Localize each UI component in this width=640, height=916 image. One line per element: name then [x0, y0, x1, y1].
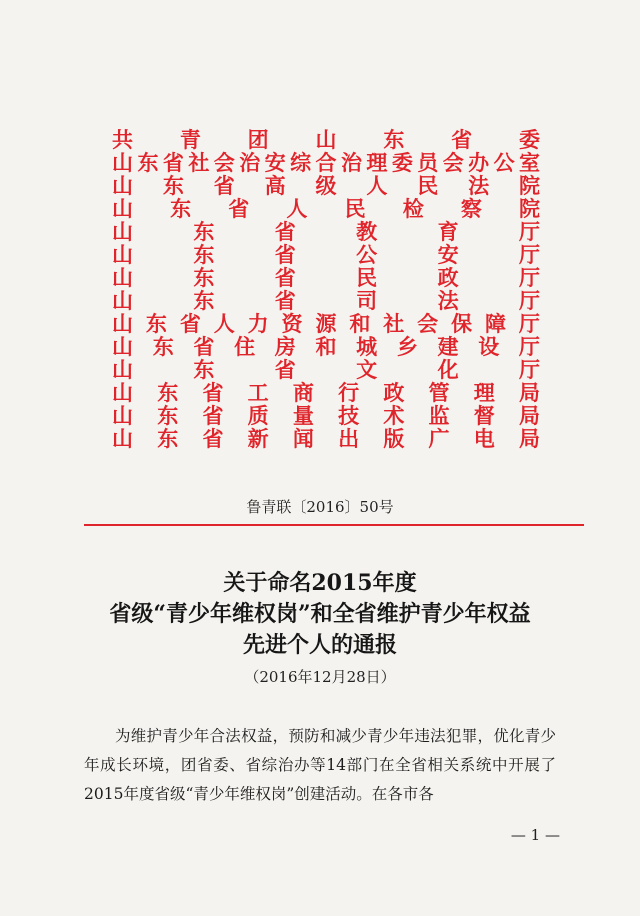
issuer-char: 电 — [473, 426, 495, 451]
issuer-char: 民 — [356, 265, 378, 290]
issuer-char: 山 — [112, 242, 133, 267]
issuer-char: 育 — [437, 219, 459, 244]
issuer-char: 闻 — [292, 426, 314, 451]
issuer-char: 源 — [315, 311, 337, 336]
issuer-char: 社 — [383, 311, 405, 336]
issuer-char: 办 — [468, 150, 490, 175]
issuer-char: 住 — [234, 334, 256, 359]
issuer-char: 人 — [366, 173, 388, 198]
issue-date: （2016年12月28日） — [244, 668, 396, 686]
issuer-char: 人 — [213, 311, 235, 336]
issuer-char: 障 — [484, 311, 506, 336]
issuer-char: 省 — [274, 219, 296, 244]
issuer-char: 员 — [417, 150, 439, 175]
issuer-char: 管 — [428, 380, 450, 405]
issuer-char: 社 — [188, 150, 210, 175]
issuer-char: 委 — [391, 150, 413, 175]
issuer-char: 山 — [112, 357, 133, 382]
issuer-line — [112, 243, 540, 266]
issuer-char: 省 — [274, 265, 296, 290]
issuer-char: 督 — [473, 403, 495, 428]
issuer-char: 省 — [202, 380, 224, 405]
issuer-char: 山 — [112, 334, 133, 359]
issuer-char: 团 — [247, 127, 269, 152]
issuer-char: 山 — [315, 127, 337, 152]
issuer-char: 设 — [478, 334, 500, 359]
issuer-char: 会 — [417, 311, 439, 336]
issuer-char: 教 — [356, 219, 378, 244]
issuer-char: 东 — [193, 265, 215, 290]
issuer-char: 厅 — [518, 311, 540, 336]
issuer-char: 公 — [356, 242, 378, 267]
issuer-line — [112, 381, 540, 404]
issuer-char: 山 — [112, 288, 133, 313]
issuer-char: 局 — [518, 403, 540, 428]
issuer-char: 工 — [247, 380, 269, 405]
issuer-char: 合 — [315, 150, 337, 175]
issuer-char: 厅 — [518, 334, 540, 359]
issuer-char: 文 — [356, 357, 378, 382]
issuer-char: 量 — [292, 403, 314, 428]
issuer-char: 省 — [228, 196, 250, 221]
issuer-char: 高 — [264, 173, 286, 198]
issuer-char: 广 — [428, 426, 450, 451]
issuer-char: 监 — [428, 403, 450, 428]
issuer-char: 省 — [274, 288, 296, 313]
issuer-char: 检 — [402, 196, 424, 221]
issuer-char: 局 — [518, 426, 540, 451]
issuer-line — [112, 151, 540, 174]
issuer-line — [112, 128, 540, 151]
issuer-char: 东 — [193, 288, 215, 313]
issuer-char: 化 — [437, 357, 459, 382]
issuer-char: 理 — [366, 150, 388, 175]
issuer-char: 青 — [179, 127, 201, 152]
issuer-char: 局 — [518, 380, 540, 405]
issuer-char: 室 — [519, 150, 540, 175]
issuer-char: 院 — [518, 196, 540, 221]
issuer-char: 司 — [356, 288, 378, 313]
issuer-char: 共 — [112, 127, 133, 152]
issuer-char: 综 — [290, 150, 312, 175]
issuer-char: 公 — [493, 150, 515, 175]
issuer-char: 省 — [274, 242, 296, 267]
issuer-char: 省 — [451, 127, 473, 152]
issuer-char: 省 — [274, 357, 296, 382]
issuer-char: 和 — [349, 311, 371, 336]
issuer-char: 治 — [239, 150, 261, 175]
issuer-char: 山 — [112, 380, 133, 405]
issuer-char: 商 — [292, 380, 314, 405]
issuer-char: 厅 — [518, 265, 540, 290]
issuer-char: 版 — [383, 426, 405, 451]
issuer-char: 厅 — [518, 242, 540, 267]
issuer-char: 山 — [112, 311, 133, 336]
title-line-3: 先进个人的通报 — [242, 632, 397, 658]
issuer-char: 治 — [340, 150, 362, 175]
issuer-char: 山 — [112, 219, 133, 244]
issuer-line — [112, 220, 540, 243]
issuer-char: 厅 — [518, 288, 540, 313]
issuer-char: 民 — [417, 173, 439, 198]
issuer-char: 乡 — [396, 334, 418, 359]
issuer-char: 山 — [112, 173, 133, 198]
issuer-line — [112, 335, 540, 358]
issuer-char: 东 — [157, 426, 179, 451]
issuer-line — [112, 197, 540, 220]
issuer-char: 技 — [338, 403, 360, 428]
issuer-char: 和 — [315, 334, 337, 359]
issuer-line — [112, 266, 540, 289]
issuer-char: 省 — [162, 150, 184, 175]
title-line-1: 关于命名2015年度 — [223, 570, 417, 596]
issuer-char: 房 — [274, 334, 296, 359]
issuer-char: 东 — [157, 403, 179, 428]
issuer-char: 山 — [112, 403, 133, 428]
issuer-char: 术 — [383, 403, 405, 428]
issuer-char: 安 — [264, 150, 286, 175]
issuer-line — [112, 312, 540, 335]
issuer-line — [112, 427, 540, 450]
issuer-char: 山 — [112, 265, 133, 290]
red-divider — [84, 524, 584, 526]
body-paragraph: 为维护青少年合法权益，预防和减少青少年违法犯罪，优化青少年成长环境，团省委、省综治办等14部门在全省相关系统中开展了2015年度省级“青少年维权岗”创建活动。在各市各 — [84, 727, 556, 803]
issuer-char: 东 — [152, 334, 174, 359]
issuer-char: 山 — [112, 150, 133, 175]
issuer-char: 厅 — [518, 219, 540, 244]
issuer-block — [112, 128, 540, 450]
issuer-char: 东 — [193, 219, 215, 244]
issuer-char: 政 — [383, 380, 405, 405]
issuer-char: 山 — [112, 426, 133, 451]
issuer-char: 法 — [437, 288, 459, 313]
issuer-char: 出 — [338, 426, 360, 451]
issuer-char: 新 — [247, 426, 269, 451]
issuer-char: 人 — [286, 196, 308, 221]
issuer-char: 政 — [437, 265, 459, 290]
issuer-char: 东 — [162, 173, 184, 198]
issuer-char: 省 — [193, 334, 215, 359]
issuer-char: 级 — [315, 173, 337, 198]
issuer-char: 民 — [344, 196, 366, 221]
issuer-char: 察 — [460, 196, 482, 221]
issuer-line — [112, 289, 540, 312]
issuer-char: 资 — [281, 311, 303, 336]
issuer-char: 省 — [179, 311, 201, 336]
issuer-char: 东 — [193, 357, 215, 382]
page-number: — 1 — — [510, 826, 560, 844]
issuer-char: 理 — [473, 380, 495, 405]
title-line-2: 省级“青少年维权岗”和全省维护青少年权益 — [109, 601, 531, 627]
issuer-line — [112, 358, 540, 381]
issuer-char: 山 — [112, 196, 133, 221]
issuer-char: 省 — [202, 403, 224, 428]
issuer-line — [112, 174, 540, 197]
issuer-char: 东 — [383, 127, 405, 152]
issuer-char: 会 — [213, 150, 235, 175]
issuer-char: 委 — [518, 127, 540, 152]
issuer-char: 会 — [442, 150, 464, 175]
issuer-char: 院 — [519, 173, 540, 198]
issuer-char: 东 — [157, 380, 179, 405]
issuer-char: 质 — [247, 403, 269, 428]
issuer-line — [112, 404, 540, 427]
issuer-char: 安 — [437, 242, 459, 267]
issuer-char: 省 — [202, 426, 224, 451]
issuer-char: 省 — [213, 173, 235, 198]
issuer-char: 厅 — [518, 357, 540, 382]
issuer-char: 建 — [437, 334, 459, 359]
issuer-char: 力 — [247, 311, 269, 336]
issuer-char: 保 — [451, 311, 473, 336]
issuer-char: 行 — [338, 380, 360, 405]
issuer-char: 东 — [193, 242, 215, 267]
issuer-char: 东 — [137, 150, 159, 175]
issuer-char: 东 — [170, 196, 192, 221]
issuer-char: 城 — [356, 334, 378, 359]
document-number: 鲁青联〔2016〕50号 — [246, 498, 394, 516]
issuer-char: 东 — [145, 311, 167, 336]
issuer-char: 法 — [468, 173, 490, 198]
